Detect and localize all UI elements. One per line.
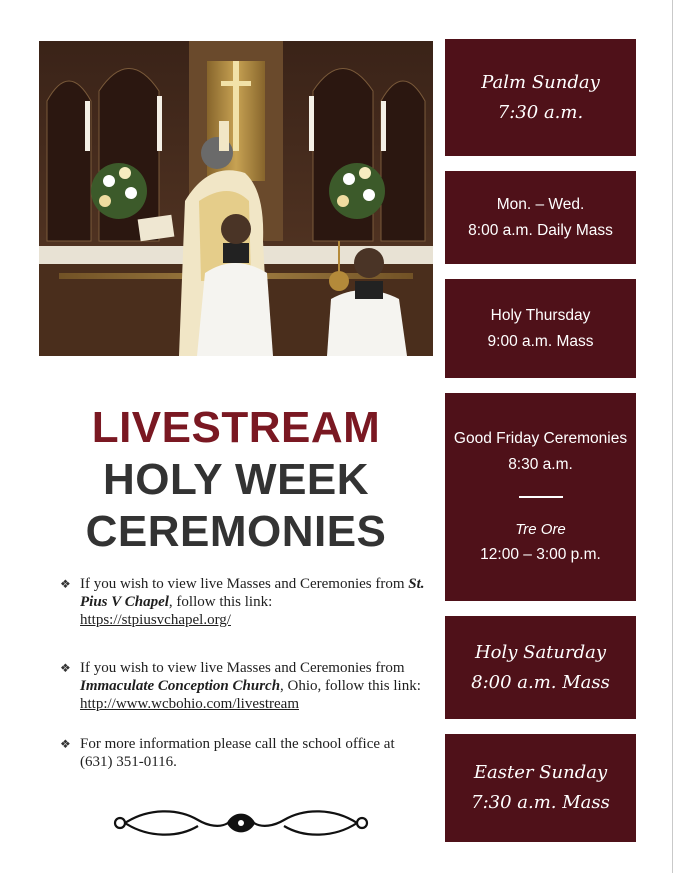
bullet-st-pius — [58, 575, 430, 629]
info-bullets — [58, 575, 430, 771]
easter-sunday-box — [445, 734, 636, 842]
bullet-immaculate — [58, 659, 430, 713]
headline — [39, 402, 433, 558]
bullet-st-pius-after: , follow this link: — [168, 594, 273, 610]
diamond-bullet-icon: ❖ — [60, 577, 71, 591]
holy-saturday-time: 8:00 a.m. Mass — [471, 671, 610, 693]
diamond-bullet-icon: ❖ — [60, 661, 71, 675]
immaculate-name: Immaculate Conception Church — [80, 678, 281, 694]
diamond-bullet-icon: ❖ — [60, 737, 71, 751]
easter-sunday-time: 7:30 a.m. Mass — [471, 792, 610, 813]
flourish-ornament-icon — [108, 806, 374, 844]
bullet-immaculate-after: , Ohio, follow this link: — [280, 678, 421, 694]
good-friday-box — [445, 393, 636, 601]
bullet-info — [58, 735, 430, 771]
mon-wed-time: 8:00 a.m. Daily Mass — [468, 221, 613, 239]
good-friday-time: 8:30 a.m. — [508, 456, 573, 474]
headline-livestream: LIVESTREAM — [91, 403, 381, 452]
holy-thursday-box — [445, 279, 636, 378]
easter-sunday-title: Easter Sunday — [473, 762, 608, 783]
holy-thursday-time: 9:00 a.m. Mass — [487, 332, 594, 350]
bullet-immaculate-text: If you wish to view live Masses and Ceremonies from — [80, 660, 405, 676]
mon-wed-box — [445, 171, 636, 264]
palm-sunday-time: 7:30 a.m. — [497, 101, 584, 123]
st-pius-name: St. Pius V Chapel — [80, 576, 425, 610]
palm-sunday-title: Palm Sunday — [481, 71, 600, 93]
good-friday-divider — [519, 496, 563, 498]
headline-holy-week: HOLY WEEK — [102, 455, 370, 504]
page-edge — [672, 0, 673, 873]
bullet-info-text: For more information please call the school office at (631) 351-0116. — [80, 736, 395, 770]
tre-ore-time: 12:00 – 3:00 p.m. — [480, 545, 601, 563]
holy-saturday-box — [445, 616, 636, 719]
altar-photo — [39, 41, 433, 356]
st-pius-link[interactable]: https://stpiusvchapel.org/ — [80, 612, 231, 628]
bullet-st-pius-text: If you wish to view live Masses and Ceremonies from — [80, 576, 409, 592]
holy-saturday-title: Holy Saturday — [474, 641, 607, 663]
immaculate-link[interactable]: http://www.wcbohio.com/livestream — [80, 696, 299, 712]
mon-wed-title: Mon. – Wed. — [496, 195, 585, 213]
palm-sunday-box — [445, 39, 636, 156]
tre-ore-title: Tre Ore — [515, 520, 566, 538]
holy-thursday-title: Holy Thursday — [490, 306, 591, 324]
headline-ceremonies: CEREMONIES — [85, 507, 387, 556]
good-friday-title: Good Friday Ceremonies — [453, 430, 628, 448]
